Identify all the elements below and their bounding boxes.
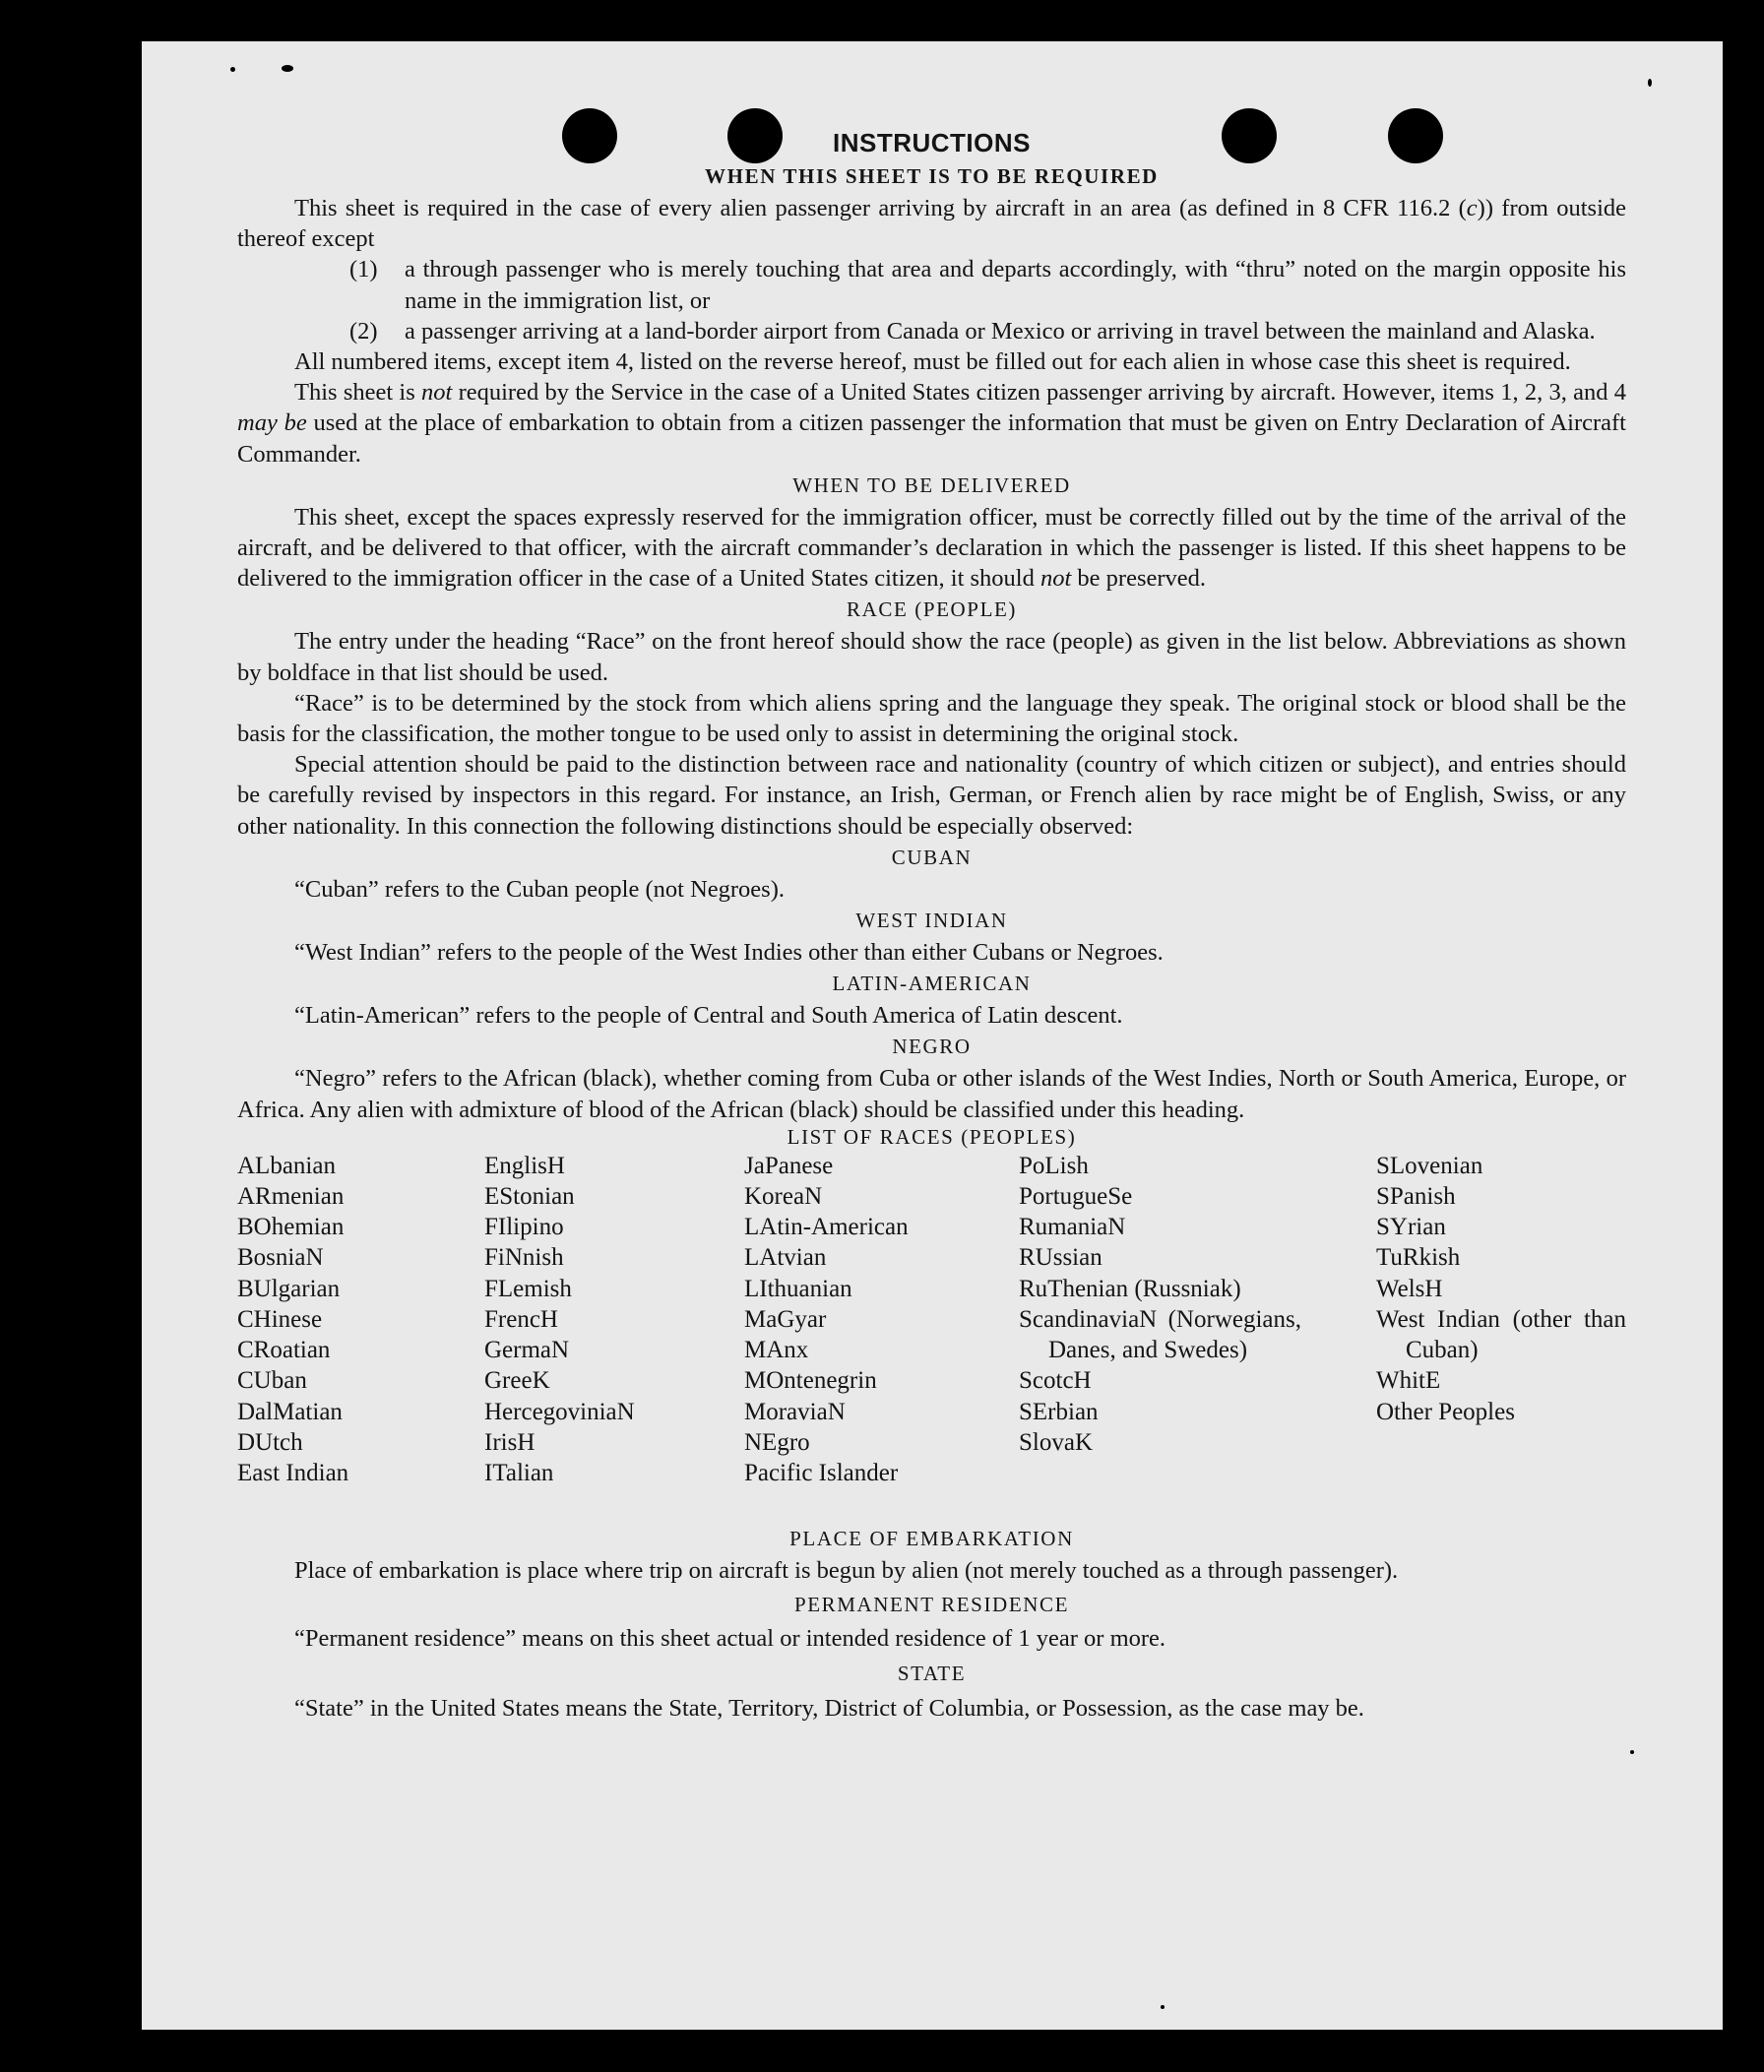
race-item: ScandinaviaN (Norwegians, Danes, and Swedes) [1019, 1305, 1301, 1364]
race-item: CUban [237, 1367, 307, 1395]
required-intro: This sheet is required in the case of every alien passenger arriving by aircraft in an area (as defined in 8 CFR 116.2 (c)) from outside thereof except [237, 195, 1626, 253]
race-item: EStonian [484, 1183, 575, 1211]
section-heading-delivered: WHEN TO BE DELIVERED [792, 472, 1071, 497]
race-item: CRoatian [237, 1337, 331, 1364]
exception-item-1: (1) a through passenger who is merely touching that area and departs accordingly, with “thru” noted on the margin opposite his name in the immigration list, or [349, 256, 1626, 314]
race-item: CHinese [237, 1305, 323, 1333]
race-item: KoreaN [744, 1183, 823, 1211]
race-item: FIlipino [484, 1214, 564, 1241]
race-item: BOhemian [237, 1214, 345, 1241]
race-item: GreeK [484, 1367, 550, 1395]
state-definition: “State” in the United States means the State, Territory, District of Columbia, or Possession, as the case may be. [294, 1695, 1364, 1723]
race-item: MOntenegrin [744, 1367, 877, 1395]
race-item: MoraviaN [744, 1398, 846, 1425]
west-indian-definition: “West Indian” refers to the people of the West Indies other than either Cubans or Negroes. [294, 939, 1164, 967]
race-paragraph-1: The entry under the heading “Race” on the front hereof should show the race (people) as given in the list below. Abbreviations as shown by boldface in that list should be used. [237, 628, 1626, 686]
race-item: PortugueSe [1019, 1183, 1133, 1211]
delivered-paragraph: This sheet, except the spaces expressly reserved for the immigration officer, must be correctly filled out by the time of the arrival of the aircraft, and be delivered to that officer, with the aircraft commander’s declaration in which the passenger is listed. If this sheet happens to be delivered to the immigration officer in the case of a United States citizen, it should not be preserved. [237, 503, 1626, 593]
section-heading-cuban: CUBAN [891, 845, 973, 869]
race-column-4 [1019, 1151, 1301, 1458]
race-column-2 [484, 1151, 635, 1488]
cuban-definition: “Cuban” refers to the Cuban people (not Negroes). [294, 875, 785, 903]
race-item: HercegoviniaN [484, 1398, 635, 1425]
negro-definition: “Negro” refers to the African (black), whether coming from Cuba or other islands of the West Indies, North or South America, Europe, or Africa. Any alien with admixture of blood of the African (black) should be classified under this heading. [237, 1065, 1626, 1123]
race-item: ScotcH [1019, 1367, 1092, 1395]
list-of-races [237, 1151, 1626, 1523]
race-item: RuThenian (Russniak) [1019, 1275, 1241, 1302]
race-item: DalMatian [237, 1398, 343, 1425]
section-heading-latin-american: LATIN-AMERICAN [832, 972, 1032, 996]
instructions-content [237, 125, 1626, 1724]
race-column-3 [744, 1151, 909, 1488]
race-item: SErbian [1019, 1398, 1099, 1425]
race-item: WhitE [1376, 1367, 1441, 1395]
section-heading-state: STATE [897, 1662, 967, 1686]
race-item: SlovaK [1019, 1428, 1093, 1456]
page-title: INSTRUCTIONS [833, 128, 1031, 157]
race-item: RUssian [1019, 1244, 1102, 1272]
race-item: LAtvian [744, 1244, 827, 1272]
race-item: WelsH [1376, 1275, 1443, 1302]
race-item: Other Peoples [1376, 1398, 1515, 1425]
section-heading-required: WHEN THIS SHEET IS TO BE REQUIRED [705, 164, 1159, 188]
required-paragraph-2: All numbered items, except item 4, listed on the reverse hereof, must be filled out for each alien in whose case this sheet is required. [294, 348, 1571, 376]
race-column-1 [237, 1151, 348, 1488]
speck [1648, 79, 1652, 87]
race-item: JaPanese [744, 1152, 834, 1179]
race-item: LAtin-American [744, 1214, 909, 1241]
exception-item-2: (2) a passenger arriving at a land-border airport from Canada or Mexico or arriving in travel between the mainland and Alaska. [349, 317, 1596, 345]
race-item: Pacific Islander [744, 1459, 899, 1486]
speck [41, 1772, 47, 1781]
race-item: ALbanian [237, 1152, 336, 1179]
race-item: EnglisH [484, 1152, 565, 1179]
race-item: SPanish [1376, 1183, 1456, 1211]
latin-american-definition: “Latin-American” refers to the people of Central and South America of Latin descent. [294, 1002, 1123, 1030]
race-item: ITalian [484, 1459, 554, 1486]
race-item: BosniaN [237, 1244, 324, 1272]
section-heading-residence: PERMANENT RESIDENCE [793, 1593, 1070, 1617]
speck [282, 65, 293, 72]
race-item: MAnx [744, 1337, 809, 1364]
race-item: FLemish [484, 1275, 572, 1302]
required-paragraph-3: This sheet is not required by the Service in the case of a United States citizen passenger arriving by aircraft. However, items 1, 2, 3, and 4 may be used at the place of embarkation to obtain from a citizen passenger the information that must be given on Entry Declaration of Aircraft Commander. [237, 379, 1626, 468]
section-heading-list-of-races: LIST OF RACES (PEOPLES) [787, 1124, 1077, 1149]
race-column-5 [1376, 1151, 1626, 1427]
race-item: FrencH [484, 1305, 558, 1333]
race-item: IrisH [484, 1428, 536, 1456]
speck [62, 1570, 67, 1609]
race-item: NEgro [744, 1428, 810, 1456]
race-paragraph-3: Special attention should be paid to the distinction between race and nationality (country of which citizen or subject), and entries should be carefully revised by inspectors in this regard. For instance, an Irish, German, or French alien by race might be of English, Swiss, or any other nationality. In this connection the following distinctions should be especially observed: [237, 751, 1626, 840]
race-item: RumaniaN [1019, 1214, 1126, 1241]
speck [1630, 1750, 1634, 1754]
race-item: ARmenian [237, 1183, 345, 1211]
race-item: FiNnish [484, 1244, 564, 1272]
race-item: GermaN [484, 1337, 570, 1364]
race-item: BUlgarian [237, 1275, 341, 1302]
race-item: TuRkish [1376, 1244, 1461, 1272]
section-heading-west-indian: WEST INDIAN [855, 909, 1008, 933]
section-heading-negro: NEGRO [892, 1035, 972, 1059]
race-item: East Indian [237, 1459, 349, 1486]
race-item: MaGyar [744, 1305, 827, 1333]
section-heading-embarkation: PLACE OF EMBARKATION [789, 1526, 1074, 1550]
speck [1161, 2005, 1165, 2009]
race-item: West Indian (other than Cuban) [1376, 1305, 1626, 1364]
speck [230, 67, 235, 72]
residence-definition: “Permanent residence” means on this sheet actual or intended residence of 1 year or more. [294, 1625, 1166, 1653]
embarkation-definition: Place of embarkation is place where trip on aircraft is begun by alien (not merely touched as a through passenger). [294, 1556, 1399, 1584]
race-item: SYrian [1376, 1214, 1446, 1241]
section-heading-race: RACE (PEOPLE) [846, 597, 1018, 622]
race-item: DUtch [237, 1428, 303, 1456]
race-item: SLovenian [1376, 1152, 1483, 1179]
race-item: LIthuanian [744, 1275, 852, 1302]
race-paragraph-2: “Race” is to be determined by the stock from which aliens spring and the language they speak. The original stock or blood shall be the basis for the classification, the mother tongue to be used only to assist in determining the original stock. [237, 689, 1626, 748]
race-item: PoLish [1019, 1152, 1089, 1179]
